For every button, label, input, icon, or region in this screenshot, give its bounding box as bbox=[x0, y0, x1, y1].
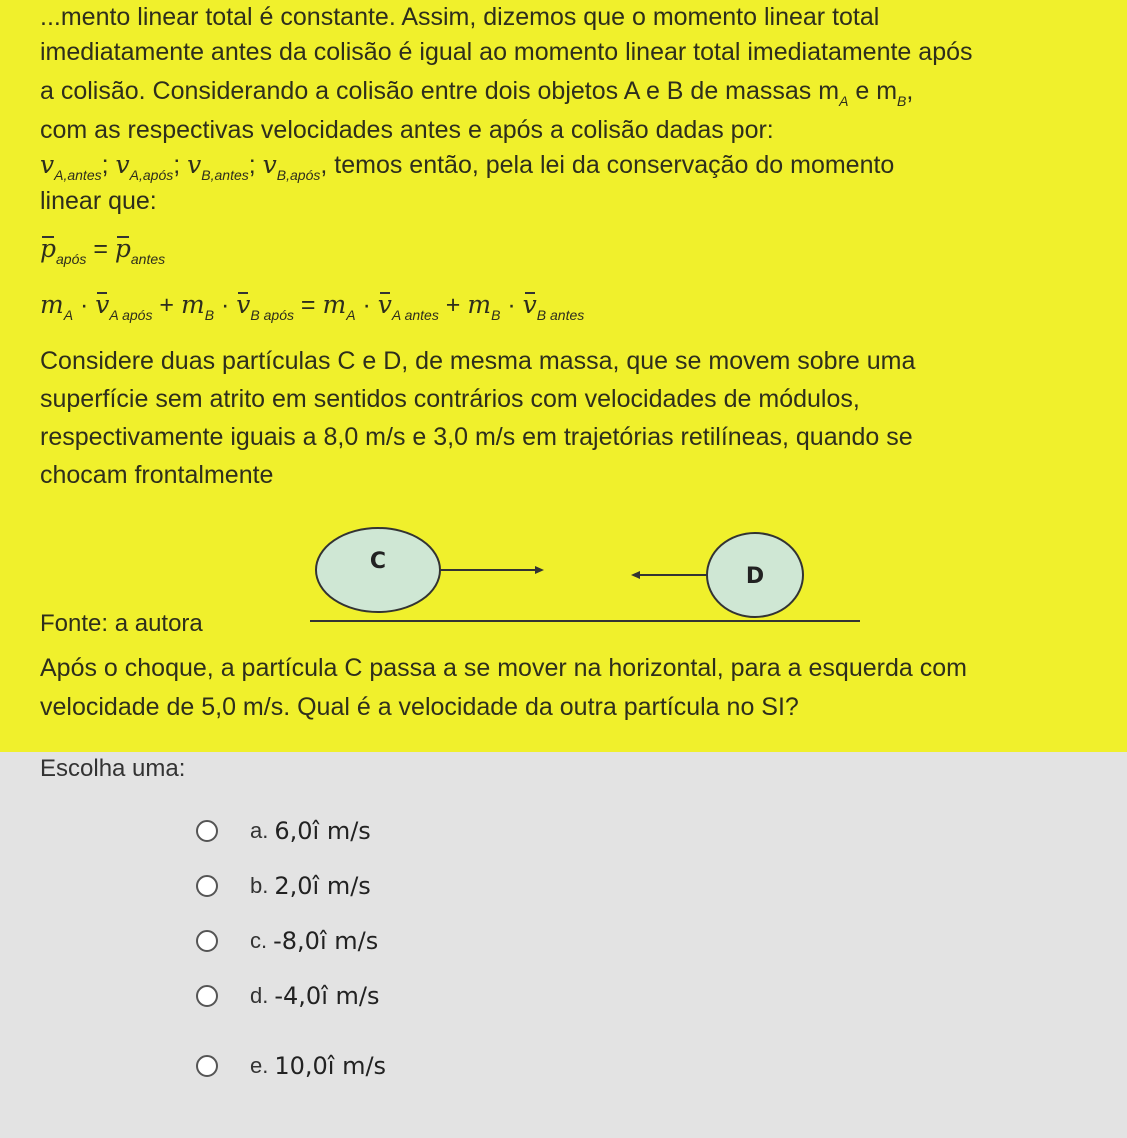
question-line-7: superfície sem atrito em sentidos contrários com velocidades de módulos, bbox=[40, 385, 860, 413]
question-line-6: Considere duas partículas C e D, de mesma massa, que se movem sobre uma bbox=[40, 347, 916, 375]
question-line-2: a colisão. Considerando a colisão entre dois objetos A e B de massas $m_A$ e $m_B$, bbox=[40, 77, 914, 109]
question-line-10: Após o choque, a partícula C passa a se mover na horizontal, para a esquerda com bbox=[40, 654, 967, 682]
equation-momentum: $p_{após} = p_{antes}$ bbox=[40, 234, 166, 267]
question-line-11: velocidade de 5,0 m/s. Qual é a velocidade da outra partícula no SI? bbox=[40, 693, 799, 721]
question-line-5: linear que: bbox=[40, 187, 157, 215]
radio-b[interactable] bbox=[196, 875, 218, 897]
radio-d[interactable] bbox=[196, 985, 218, 1007]
question-line-8: respectivamente iguais a 8,0 m/s e 3,0 m/s em trajetórias retilíneas, quando se bbox=[40, 423, 913, 451]
particle-d-label: D bbox=[745, 564, 765, 589]
radio-e[interactable] bbox=[196, 1055, 218, 1077]
radio-a[interactable] bbox=[196, 820, 218, 842]
arrow-c-head-icon bbox=[535, 566, 544, 574]
option-c[interactable]: c. -8,0î m/s bbox=[196, 923, 378, 959]
figure-source: Fonte: a autora bbox=[40, 610, 203, 637]
option-e[interactable]: e. 10,0î m/s bbox=[196, 1048, 386, 1084]
question-line-3: com as respectivas velocidades antes e após a colisão dadas por: bbox=[40, 116, 774, 144]
option-a[interactable]: a. 6,0î m/s bbox=[196, 813, 371, 849]
choose-prompt: Escolha uma: bbox=[40, 755, 186, 782]
question-line-9: chocam frontalmente bbox=[40, 461, 274, 489]
equation-expanded: $m_A \cdot v_{A após} + m_B \cdot v_{B após} = m_A \cdot v_{A antes} + m_B \cdot v_{B antes}$ bbox=[40, 290, 585, 323]
arrow-d-head-icon bbox=[631, 571, 640, 579]
option-d[interactable]: d. -4,0î m/s bbox=[196, 978, 379, 1014]
question-line-0: ...mento linear total é constante. Assim, dizemos que o momento linear total bbox=[40, 3, 880, 31]
question-line-1: imediatamente antes da colisão é igual ao momento linear total imediatamente após bbox=[40, 38, 973, 66]
radio-c[interactable] bbox=[196, 930, 218, 952]
particle-c-label: C bbox=[369, 549, 387, 574]
collision-figure bbox=[300, 525, 870, 635]
option-b[interactable]: b. 2,0î m/s bbox=[196, 868, 371, 904]
question-line-4: $v_{A,antes}$; $v_{A,após}$; $v_{B,antes}$; $v_{B,após}$, temos então, pela lei da conservação do momento bbox=[40, 150, 895, 183]
